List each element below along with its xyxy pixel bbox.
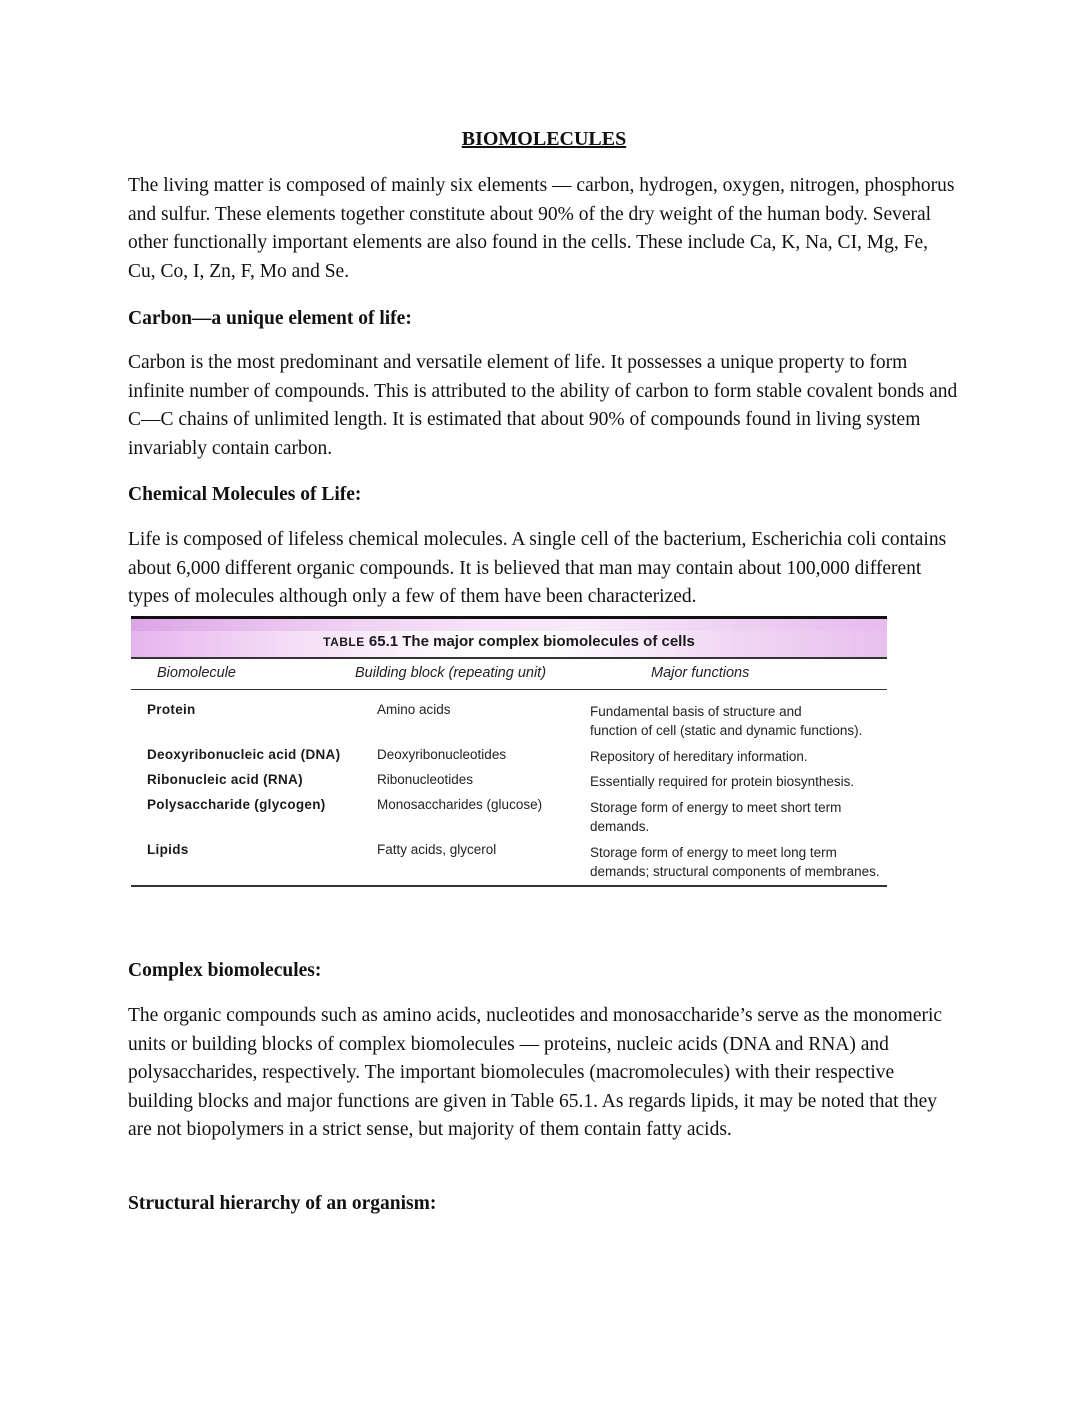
cell-function-line1: Repository of hereditary information. bbox=[590, 749, 808, 764]
cell-building-block: Deoxyribonucleotides bbox=[377, 747, 507, 762]
cell-function-line1: Storage form of energy to meet short term bbox=[590, 800, 842, 815]
column-header-major-functions: Major functions bbox=[651, 664, 750, 681]
cell-building-block: Amino acids bbox=[377, 702, 451, 717]
cell-function-line1: Fundamental basis of structure and bbox=[590, 704, 802, 719]
table-bottom-rule bbox=[131, 885, 887, 887]
table-caption-text: 65.1 The major complex biomolecules of cells bbox=[368, 633, 695, 650]
intro-paragraph: The living matter is composed of mainly six elements — carbon, hydrogen, oxygen, nitrogen, phosphorus and sulfur. These elements together constitute about 90% of the dry weight of the human body. Several other functionally important elements are also found in the cells. These include Ca, K, Na, CI, Mg, Fe, Cu, Co, I, Zn, F, Mo and Se. bbox=[128, 175, 955, 282]
table-caption bbox=[131, 633, 887, 650]
column-header-building-block: Building block (repeating unit) bbox=[355, 664, 547, 681]
cell-function-line1: Essentially required for protein biosynthesis. bbox=[590, 774, 855, 789]
document-title: BIOMOLECULES bbox=[461, 128, 627, 150]
cell-biomolecule: Lipids bbox=[147, 842, 189, 857]
column-header-biomolecule: Biomolecule bbox=[157, 664, 236, 681]
cell-building-block: Fatty acids, glycerol bbox=[377, 842, 497, 857]
section-body-carbon: Carbon is the most predominant and versatile element of life. It possesses a unique property to form infinite number of compounds. This is attributed to the ability of carbon to form stable covalent bonds and C—C chains of unlimited length. It is estimated that about 90% of compounds found in living system invariably contain carbon. bbox=[128, 352, 958, 459]
table-header-row bbox=[131, 659, 887, 689]
cell-biomolecule: Polysaccharide (glycogen) bbox=[147, 797, 326, 812]
section-body-complex-biomolecules: The organic compounds such as amino acids, nucleotides and monosaccharide’s serve as the monomeric units or building blocks of complex biomolecules — proteins, nucleic acids (DNA and RNA) and polysaccharides, respectively. The important biomolecules (macromolecules) with their respective building blocks and major functions are given in Table 65.1. As regards lipids, it may be noted that they are not biopolymers in a strict sense, but majority of them contain fatty acids. bbox=[128, 1005, 943, 1140]
section-heading-carbon: Carbon—a unique element of life: bbox=[128, 308, 412, 329]
cell-building-block: Monosaccharides (glucose) bbox=[377, 797, 543, 812]
biomolecules-table bbox=[131, 616, 887, 887]
cell-building-block: Ribonucleotides bbox=[377, 772, 474, 787]
section-heading-chemical-molecules: Chemical Molecules of Life: bbox=[128, 484, 362, 505]
cell-biomolecule: Ribonucleic acid (RNA) bbox=[147, 772, 303, 787]
table-label: TABLE bbox=[323, 635, 365, 649]
cell-biomolecule: Deoxyribonucleic acid (DNA) bbox=[147, 747, 341, 762]
table-caption-band bbox=[131, 619, 887, 657]
section-heading-structural-hierarchy: Structural hierarchy of an organism: bbox=[128, 1193, 437, 1214]
cell-function-line2: demands. bbox=[590, 819, 650, 834]
table-body bbox=[131, 690, 887, 885]
cell-function-line2: demands; structural components of membranes. bbox=[590, 864, 880, 879]
cell-biomolecule: Protein bbox=[147, 702, 196, 717]
cell-function-line2: function of cell (static and dynamic functions). bbox=[590, 723, 863, 738]
section-body-chemical-molecules: Life is composed of lifeless chemical molecules. A single cell of the bacterium, Escherichia coli contains about 6,000 different organic compounds. It is believed that man may contain about 100,000 different types of molecules although only a few of them have been characterized. bbox=[128, 529, 947, 607]
cell-function-line1: Storage form of energy to meet long term bbox=[590, 845, 837, 860]
section-heading-complex-biomolecules: Complex biomolecules: bbox=[128, 960, 322, 981]
